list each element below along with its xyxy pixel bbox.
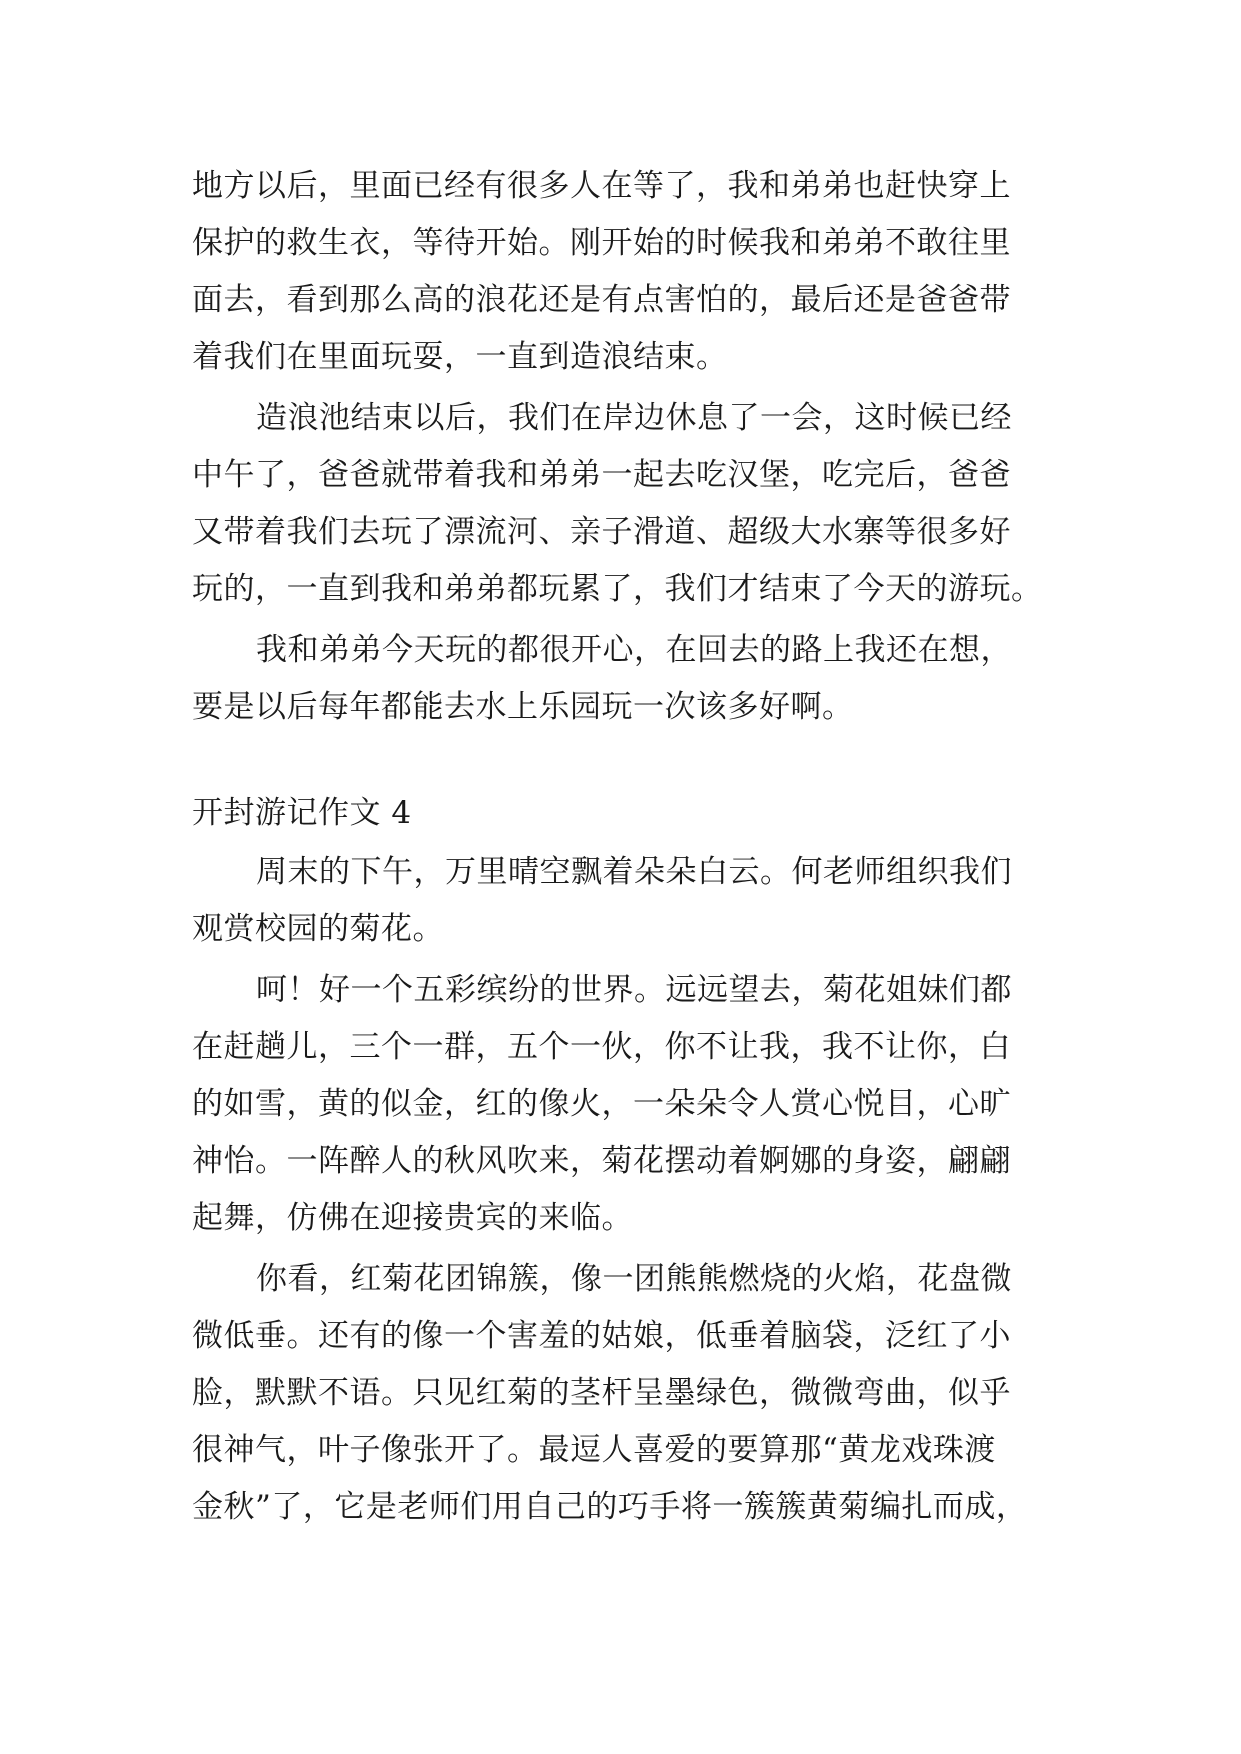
text-line: 周末的下午，万里晴空飘着朵朵白云。何老师组织我们 [256,854,1012,890]
text-line: 我和弟弟今天玩的都很开心，在回去的路上我还在想， [256,632,1012,668]
text-line: 地方以后，里面已经有很多人在等了，我和弟弟也赶快穿上 [192,168,1011,204]
text-line: 很神气，叶子像张开了。最逗人喜爱的要算那“黄龙戏珠渡 [192,1432,996,1468]
text-line: 你看，红菊花团锦簇，像一团熊熊燃烧的火焰，花盘微 [256,1261,1012,1297]
text-line: 微低垂。还有的像一个害羞的姑娘，低垂着脑袋，泛红了小 [192,1318,1011,1354]
text-line: 造浪池结束以后，我们在岸边休息了一会，这时候已经 [256,400,1012,436]
text-line: 保护的救生衣，等待开始。刚开始的时候我和弟弟不敢往里 [192,225,1011,261]
text-line: 玩的，一直到我和弟弟都玩累了，我们才结束了今天的游玩。 [192,571,1043,607]
text-line: 金秋”了，它是老师们用自己的巧手将一簇簇黄菊编扎而成， [192,1489,1028,1525]
section-title: 开封游记作文 4 [192,795,412,831]
text-line: 神怡。一阵醉人的秋风吹来，菊花摆动着婀娜的身姿，翩翩 [192,1143,1011,1179]
text-line: 脸，默默不语。只见红菊的茎杆呈墨绿色，微微弯曲，似乎 [192,1375,1011,1411]
text-line: 着我们在里面玩耍，一直到造浪结束。 [192,339,728,375]
text-line: 起舞，仿佛在迎接贵宾的来临。 [192,1200,633,1236]
text-line: 要是以后每年都能去水上乐园玩一次该多好啊。 [192,689,854,725]
text-line: 面去，看到那么高的浪花还是有点害怕的，最后还是爸爸带 [192,282,1011,318]
text-line: 在赶趟儿，三个一群，五个一伙，你不让我，我不让你，白 [192,1029,1011,1065]
text-line: 观赏校园的菊花。 [192,911,444,947]
text-line: 又带着我们去玩了漂流河、亲子滑道、超级大水寨等很多好 [192,514,1011,550]
text-line: 的如雪，黄的似金，红的像火，一朵朵令人赏心悦目，心旷 [192,1086,1011,1122]
text-line: 呵！好一个五彩缤纷的世界。远远望去，菊花姐妹们都 [256,972,1012,1008]
text-line: 中午了，爸爸就带着我和弟弟一起去吃汉堡，吃完后，爸爸 [192,457,1011,493]
